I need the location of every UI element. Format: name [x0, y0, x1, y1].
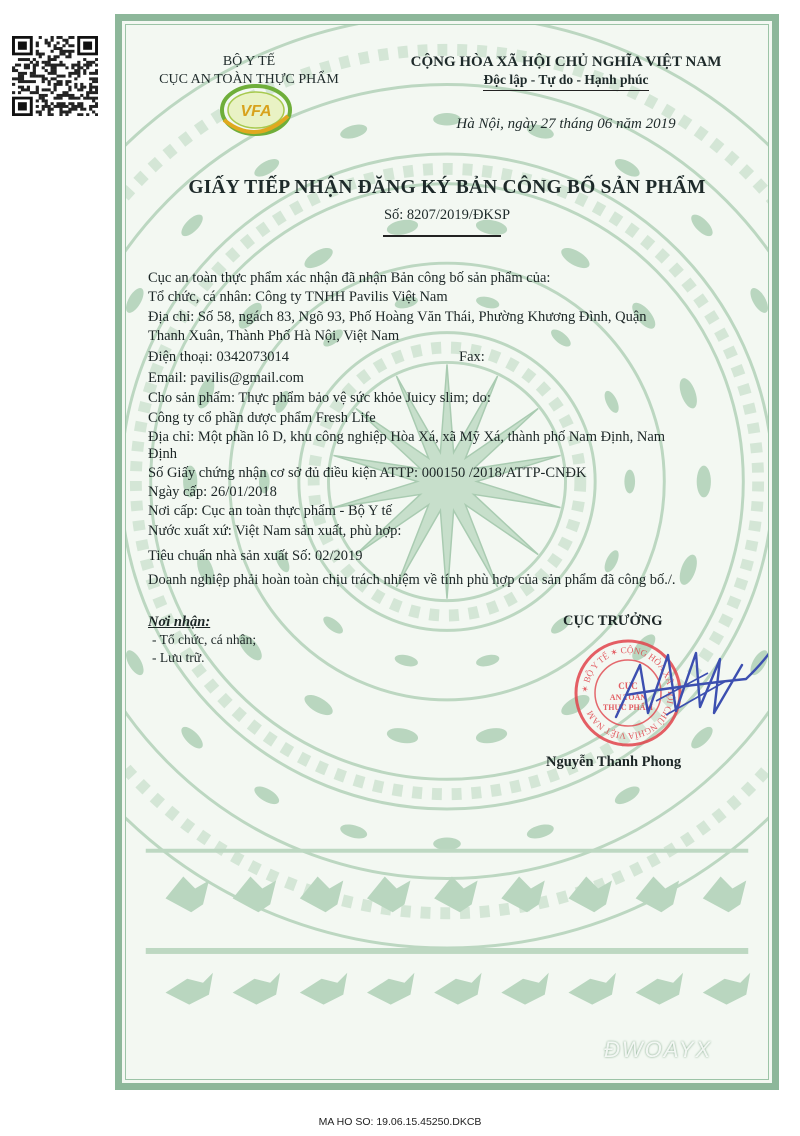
address-line-2: Thanh Xuân, Thành Phố Hà Nội, Việt Nam [148, 328, 400, 344]
document-title: GIẤY TIẾP NHẬN ĐĂNG KÝ BẢN CÔNG BỐ SẢN PHẨM [188, 177, 706, 198]
product-name: Cho sản phẩm: Thực phẩm bảo vệ sức khỏe Juicy slim; do: [148, 390, 491, 406]
handwritten-signature [596, 625, 769, 735]
svg-text:AN TOÀN: AN TOÀN [609, 693, 647, 702]
phone: Điện thoại: 0342073014 [148, 349, 289, 365]
watermark: ĐWOAYX [604, 1037, 713, 1062]
intro-text: Cục an toàn thực phẩm xác nhận đã nhận Bản công bố sản phẩm của: [148, 270, 551, 286]
certificate-issue-date: Ngày cấp: 26/01/2018 [148, 484, 277, 500]
signer-name: Nguyễn Thanh Phong [546, 754, 682, 770]
organization: Tổ chức, cá nhân: Công ty TNHH Pavilis Việt Nam [148, 289, 448, 305]
country-name: CỘNG HÒA XÃ HỘI CHỦ NGHĨA VIỆT NAM [410, 54, 722, 70]
fax: Fax: [459, 349, 485, 365]
qr-code [12, 36, 98, 116]
manufacturer: Công ty cổ phần dược phẩm Fresh Life [148, 410, 376, 426]
agency-name: CỤC AN TOÀN THỰC PHẨM [159, 72, 339, 87]
signer-role: CỤC TRƯỞNG [563, 613, 663, 629]
national-heading [376, 53, 756, 91]
email: Email: pavilis@gmail.com [148, 370, 304, 386]
origin: Nước xuất xứ: Việt Nam sản xuất, phù hợp: [148, 523, 402, 539]
responsibility-statement: Doanh nghiệp phải hoàn toàn chịu trách nhiệm về tính phù hợp của sản phẩm đã công bố./. [148, 572, 676, 588]
food-safety-certificate: Số Giấy chứng nhận cơ sở đủ điều kiện ATTP: 000150 /2018/ATTP-CNĐK [148, 465, 587, 481]
manufacturer-address-1: Địa chỉ: Một phần lô D, khu công nghiệp Hòa Xá, xã Mỹ Xá, thành phố Nam Định, Nam [148, 429, 666, 445]
recipient-item: - Lưu trữ. [152, 650, 205, 665]
manufacturer-standard: Tiêu chuẩn nhà sản xuất Số: 02/2019 [148, 548, 363, 564]
address-line-1: Địa chỉ: Số 58, ngách 83, Ngõ 93, Phố Hoàng Văn Thái, Phường Khương Đình, Quận [148, 309, 647, 325]
national-motto: Độc lập - Tự do - Hạnh phúc [483, 71, 648, 91]
manufacturer-address-2: Định [148, 446, 177, 462]
ministry-name: BỘ Y TẾ [222, 54, 276, 69]
recipients-heading: Nơi nhận: [148, 614, 211, 630]
svg-text:CỤC: CỤC [618, 681, 638, 691]
svg-text:✶ BỘ Y TẾ ✶ CỘNG HÒA XÃ HỘI CH: ✶ BỘ Y TẾ ✶ CỘNG HÒA XÃ HỘI CHỦ NGHĨA VIỆT NAM [579, 644, 677, 742]
recipient-item: - Tổ chức, cá nhân; [152, 632, 257, 647]
dossier-code: MA HO SO: 19.06.15.45250.DKCB [318, 1116, 482, 1128]
certificate-frame [115, 14, 779, 1090]
certificate-issue-place: Nơi cấp: Cục an toàn thực phẩm - Bộ Y tế [148, 503, 392, 519]
svg-text:THỰC PHẨM: THỰC PHẨM [602, 703, 654, 712]
document-number: Số: 8207/2019/ĐKSP [383, 207, 511, 223]
vfa-logo [216, 76, 294, 136]
issue-date-line: Hà Nội, ngày 27 tháng 06 năm 2019 [456, 116, 676, 132]
document-number-underline [383, 235, 501, 237]
svg-text:VFA: VFA [240, 103, 272, 120]
